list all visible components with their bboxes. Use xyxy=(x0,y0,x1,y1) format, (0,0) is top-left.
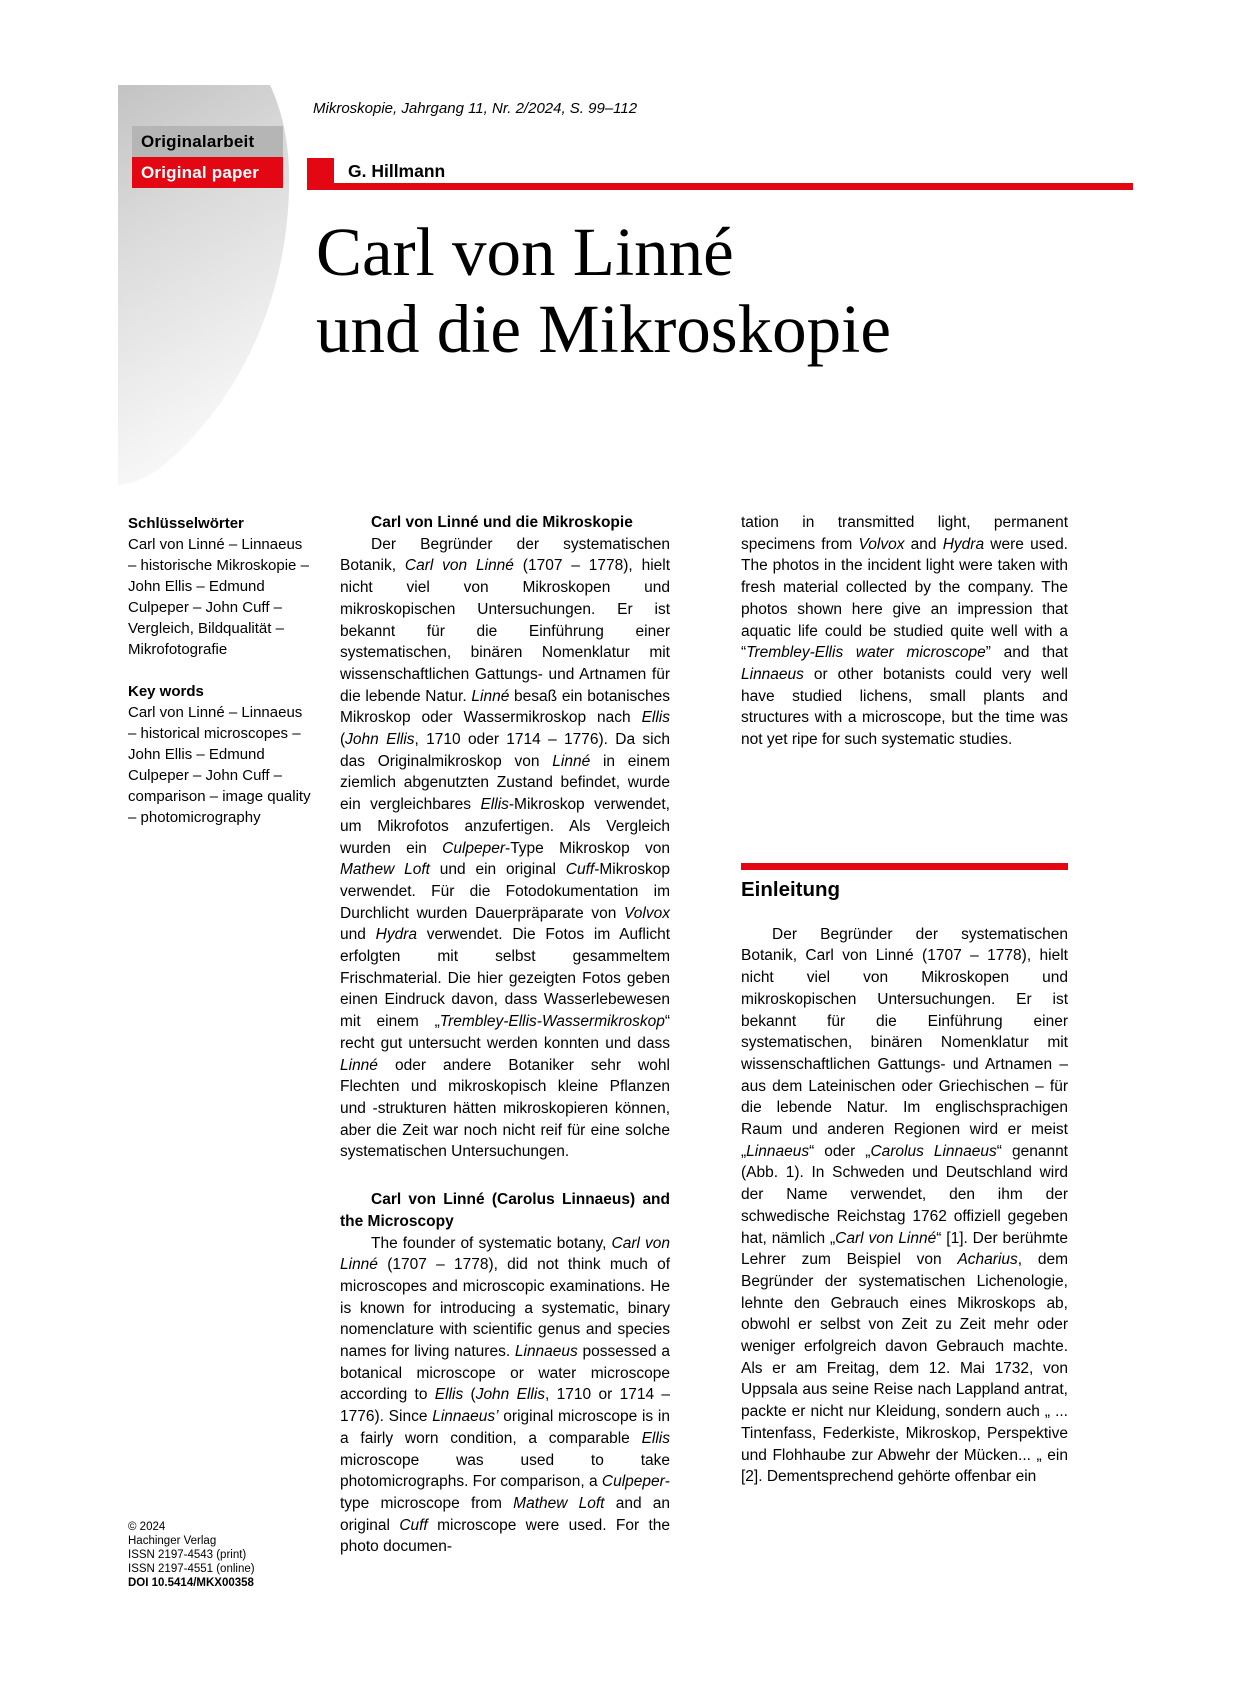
keywords-de: Carl von Linné – Linnaeus – historische Mikroskopie – John Ellis – Edmund Culpeper – John Cuff – Vergleich, Bildqualität – Mikrofotografie xyxy=(128,536,309,658)
article-title xyxy=(316,214,891,368)
column-left xyxy=(340,512,670,1558)
keywords-en: Carl von Linné – Linnaeus – historical microscopes – John Ellis – Edmund Culpeper – John Cuff – comparison – image quality – photomicrography xyxy=(128,704,311,826)
abstract-en-text-part1: The founder of systematic botany, Carl von Linné (1707 – 1778), did not think much of microscopes and microscopic examinations. He is known for introducing a systematic, binary nomenclature with scientific genus and species names for living natures. Linnaeus possessed a botanical microscope or water microscope according to Ellis (John Ellis, 1710 or 1714 – 1776). Since Linnaeus’ original microscope is in a fairly worn condition, a comparable Ellis microscope was used to take photomicrographs. For comparison, a Culpeper-type microscope from Mathew Loft and an original Cuff microscope were used. For the photo documen- xyxy=(340,1234,671,1556)
author-block xyxy=(307,158,445,185)
abstract-de-text: Der Begründer der systematischen Botanik, Carl von Linné (1707 – 1778), hielt nicht viel von Mikroskopen und mikroskopischen Untersuchungen. Er ist bekannt für die Einführung einer systematischen, binären Nomenklatur mit wissenschaftlichen Gattungs- und Artnamen für die lebende Natur. Linné besaß ein botanisches Mikroskop oder Wassermikroskop nach Ellis (John Ellis, 1710 oder 1714 – 1776). Da sich das Originalmikroskop von Linné in einem ziemlich abgenutzten Zustand befindet, wurde ein vergleichbares Ellis-Mikroskop verwendet, um Mikrofotos anzufertigen. Als Vergleich wurden ein Culpeper-Type Mikroskop von Mathew Loft und ein original Cuff-Mikroskop verwendet. Für die Fotodokumentation im Durchlicht wurden Dauerpräparate von Volvox und Hydra verwendet. Die Fotos im Auflicht erfolgten mit selbst gesammeltem Frischmaterial. Die hier gezeigten Fotos geben einen Eindruck davon, dass Wasserlebewesen mit einem „Trembley-Ellis-Wassermikroskop“ recht gut untersucht werden konnten und dass Linné oder andere Botaniker sehr wohl Flechten und mikroskopisch kleine Pflanzen und -strukturen hätten mikroskopieren können, aber die Zeit war noch nicht reif für eine solche systematischen Untersuchungen. xyxy=(340,535,671,1161)
keywords-sidebar xyxy=(128,513,312,849)
column-right xyxy=(741,512,1068,1642)
article-type-badge-de: Originalarbeit xyxy=(132,126,283,157)
abstract-de-heading: Carl von Linné und die Mikroskopie xyxy=(371,514,633,531)
issn-online: ISSN 2197-4551 (online) xyxy=(128,1563,255,1575)
section-rule xyxy=(741,863,1068,870)
introduction-heading: Einleitung xyxy=(741,878,841,901)
copyright-year: © 2024 xyxy=(128,1521,166,1533)
imprint-block xyxy=(128,1520,255,1590)
red-square-marker xyxy=(307,158,334,185)
journal-citation: Mikroskopie, Jahrgang 11, Nr. 2/2024, S. 99–112 xyxy=(313,100,638,117)
header-rule xyxy=(307,183,1133,190)
author-name: G. Hillmann xyxy=(348,161,446,181)
abstract-en-text-part2: tation in transmitted light, permanent specimens from Volvox and Hydra were used. The photos in the incident light were taken with fresh material collected by the company. The photos shown here give an impression that aquatic life could be studied quite well with a “Trembley-Ellis water microscope” and that Linnaeus or other botanists could very well have studied lichens, small plants and structures with a microscope, but the time was not yet ripe for such systematic studies. xyxy=(741,514,1068,749)
keywords-en-label: Key words xyxy=(128,683,204,700)
doi: DOI 10.5414/MKX00358 xyxy=(128,1577,254,1589)
article-type-badge-en: Original paper xyxy=(132,157,283,188)
publisher-name: Hachinger Verlag xyxy=(128,1535,217,1547)
introduction-text: Der Begründer der systematischen Botanik, Carl von Linné (1707 – 1778), hielt nicht viel von Mikroskopen und mikroskopischen Untersuchungen. Er ist bekannt für die Einführung einer systematischen, binären Nomenklatur mit wissenschaftlichen Gattungs- und Artnamen – aus dem Lateinischen oder Griechischen – für die lebende Natur. Im englischsprachigen Raum und anderen Regionen wird er meist „Linnaeus“ oder „Carolus Linnaeus“ genannt (Abb. 1). In Schweden und Deutschland wird der Name verwendet, den ihm der schwedische Reichstag 1762 offiziell gegeben hat, nämlich „Carl von Linné“ [1]. Der berühmte Lehrer zum Beispiel von Acharius, dem Begründer der systematischen Lichenologie, lehnte den Gebrauch eines Mikroskops ab, obwohl er selbst von Zeit zu Zeit mehr oder weniger erfolgreich davon Gebrauch machte. Als er am Freitag, dem 12. Mai 1732, von Uppsala aus seine Reise nach Lappland antrat, packte er nicht nur Kleidung, sondern auch „ ... Tintenfass, Federkiste, Mikroskop, Perspektive und Flohhaube zur Abwehr der Mücken... „ ein [2]. Dementsprechend gehörte offenbar ein xyxy=(741,925,1069,1486)
issn-print: ISSN 2197-4543 (print) xyxy=(128,1549,247,1561)
title-line-2: und die Mikroskopie xyxy=(316,291,891,367)
title-line-1: Carl von Linné xyxy=(316,214,734,290)
abstract-en-heading: Carl von Linné (Carolus Linnaeus) and the Microscopy xyxy=(340,1191,670,1230)
keywords-de-label: Schlüsselwörter xyxy=(128,515,244,532)
introduction-section xyxy=(741,863,1068,1488)
